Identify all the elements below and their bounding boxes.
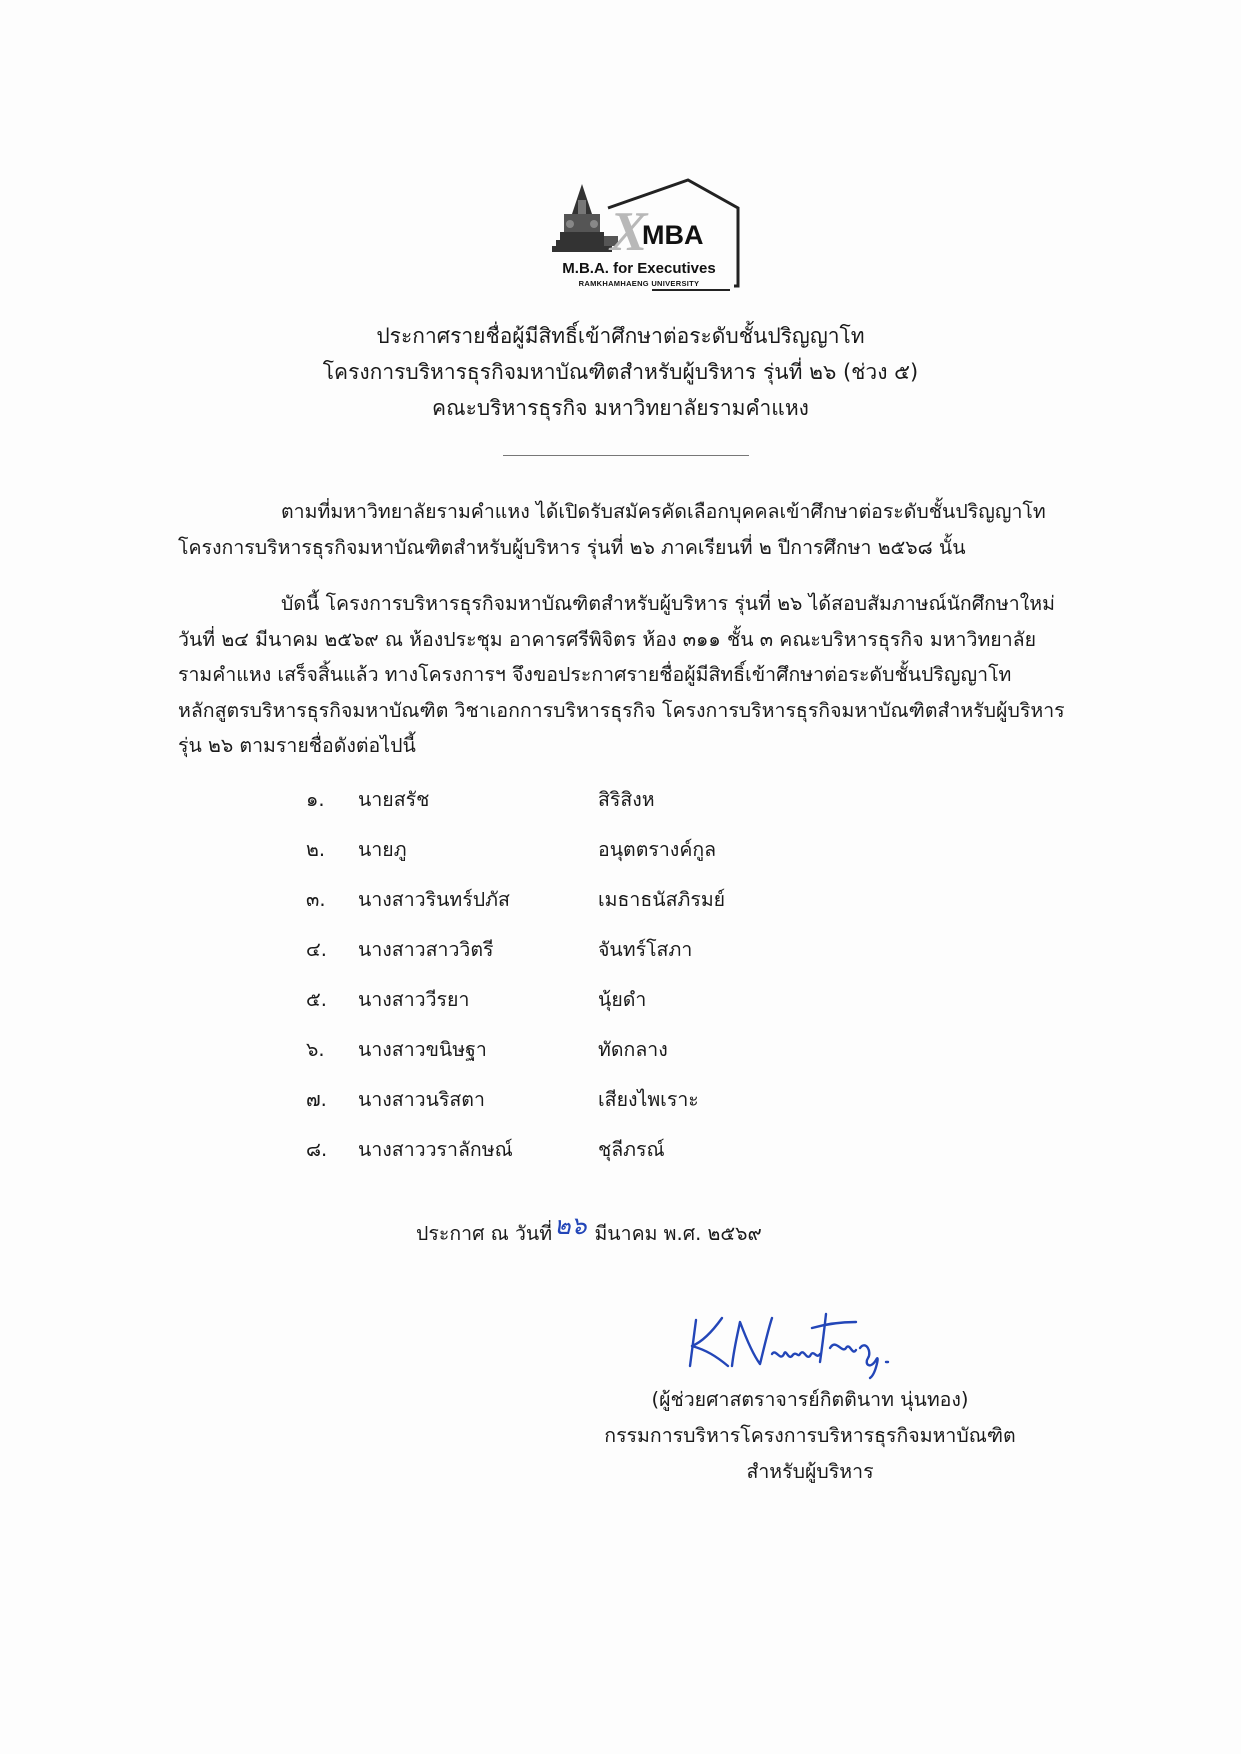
title-divider: [503, 455, 749, 456]
list-item-number: ๘.: [306, 1138, 328, 1161]
announcement-date-day: ๒๖: [554, 1211, 587, 1240]
paragraph-result: [178, 586, 1118, 764]
list-item-last-name: ทัดกลาง: [598, 1038, 668, 1061]
list-item: [306, 934, 906, 984]
list-item: [306, 1034, 906, 1084]
list-item-number: ๕.: [306, 988, 327, 1011]
list-item-number: ๓.: [306, 888, 326, 911]
paragraph-intro-line-1: ตามที่มหาวิทยาลัยรามคำแหง ได้เปิดรับสมัครคัดเลือกบุคคลเข้าศึกษาต่อระดับชั้นปริญญาโท: [281, 500, 1046, 523]
logo-main-text: M.B.A. for Executives: [562, 260, 716, 277]
list-item: [306, 984, 906, 1034]
list-item-last-name: เสียงไพเราะ: [598, 1088, 699, 1111]
paragraph-result-line-5: รุ่น ๒๖ ตามรายชื่อดังต่อไปนี้: [178, 734, 416, 757]
title-line-2: โครงการบริหารธุรกิจมหาบัณฑิตสำหรับผู้บริหาร รุ่นที่ ๒๖ (ช่วง ๕): [322, 360, 919, 384]
xmba-logo: [548, 178, 748, 300]
handwritten-signature: [676, 1308, 906, 1382]
list-item: [306, 884, 906, 934]
list-item-first-name: นางสาววราลักษณ์: [358, 1138, 513, 1161]
list-item-first-name: นายภู: [358, 838, 407, 861]
paragraph-result-line-4: หลักสูตรบริหารธุรกิจมหาบัณฑิต วิชาเอกการบริหารธุรกิจ โครงการบริหารธุรกิจมหาบัณฑิตสำหรับผู้บริหาร: [178, 698, 1065, 722]
list-item-number: ๑.: [306, 788, 325, 811]
signatory-position-line-1: กรรมการบริหารโครงการบริหารธุรกิจมหาบัณฑิต: [604, 1424, 1016, 1447]
list-item: [306, 1134, 906, 1184]
logo-sub-text: RAMKHAMHAENG UNIVERSITY: [578, 279, 700, 288]
paragraph-intro-line-2: โครงการบริหารธุรกิจมหาบัณฑิตสำหรับผู้บริหาร รุ่นที่ ๒๖ ภาคเรียนที่ ๒ ปีการศึกษา ๒๕๖๘ นั้น: [178, 535, 966, 559]
announcement-date-prefix: ประกาศ ณ วันที่: [416, 1222, 553, 1245]
admitted-names-list: [306, 784, 906, 1184]
list-item: [306, 834, 906, 884]
list-item-number: ๗.: [306, 1088, 327, 1111]
list-item-last-name: นุ้ยดำ: [598, 988, 647, 1011]
list-item-number: ๔.: [306, 938, 327, 961]
list-item-last-name: อนุตตรางค์กูล: [598, 838, 717, 861]
announcement-title: [0, 318, 1241, 426]
list-item-last-name: สิริสิงห: [598, 788, 655, 811]
announcement-date-suffix: มีนาคม พ.ศ. ๒๕๖๙: [594, 1222, 762, 1245]
list-item-last-name: เมธาธนัสภิรมย์: [598, 888, 726, 911]
list-item-last-name: ชุลีภรณ์: [598, 1138, 665, 1161]
signatory-position-line-2: สำหรับผู้บริหาร: [746, 1460, 874, 1483]
list-item-number: ๖.: [306, 1038, 325, 1061]
list-item: [306, 784, 906, 834]
paragraph-result-line-3: รามคำแหง เสร็จสิ้นแล้ว ทางโครงการฯ จึงขอประกาศรายชื่อผู้มีสิทธิ์เข้าศึกษาต่อระดับชั้นปริญญาโท: [178, 663, 1012, 686]
list-item-first-name: นางสาวสาววิตรี: [358, 938, 494, 961]
title-line-3: คณะบริหารธุรกิจ มหาวิทยาลัยรามคำแหง: [432, 396, 809, 420]
title-line-1: ประกาศรายชื่อผู้มีสิทธิ์เข้าศึกษาต่อระดับชั้นปริญญาโท: [376, 324, 865, 348]
list-item-last-name: จันทร์โสภา: [598, 938, 693, 961]
list-item-first-name: นางสาวนริสตา: [358, 1088, 485, 1111]
list-item: [306, 1084, 906, 1134]
signatory-block: [580, 1382, 1040, 1490]
list-item-first-name: นางสาวขนิษฐา: [358, 1038, 487, 1061]
announcement-date: [416, 1212, 762, 1252]
signatory-name: (ผู้ช่วยศาสตราจารย์กิตตินาท นุ่นทอง): [651, 1388, 969, 1411]
list-item-first-name: นายสรัช: [358, 788, 430, 811]
signature-icon: [676, 1308, 906, 1382]
list-item-first-name: นางสาวรินทร์ปภัส: [358, 888, 510, 911]
logo-mba-text: MBA: [642, 220, 704, 250]
paragraph-result-line-2: วันที่ ๒๔ มีนาคม ๒๕๖๙ ณ ห้องประชุม อาคารศรีพิจิตร ห้อง ๓๑๑ ชั้น ๓ คณะบริหารธุรกิจ มหาวิทยาลัย: [178, 627, 1037, 651]
paragraph-result-line-1: บัดนี้ โครงการบริหารธุรกิจมหาบัณฑิตสำหรับผู้บริหาร รุ่นที่ ๒๖ ได้สอบสัมภาษณ์นักศึกษาใหม่: [281, 592, 1055, 615]
list-item-first-name: นางสาววีรยา: [358, 988, 470, 1011]
svg-text:X: X: [610, 201, 648, 263]
paragraph-intro: [178, 494, 1118, 565]
list-item-number: ๒.: [306, 838, 326, 861]
